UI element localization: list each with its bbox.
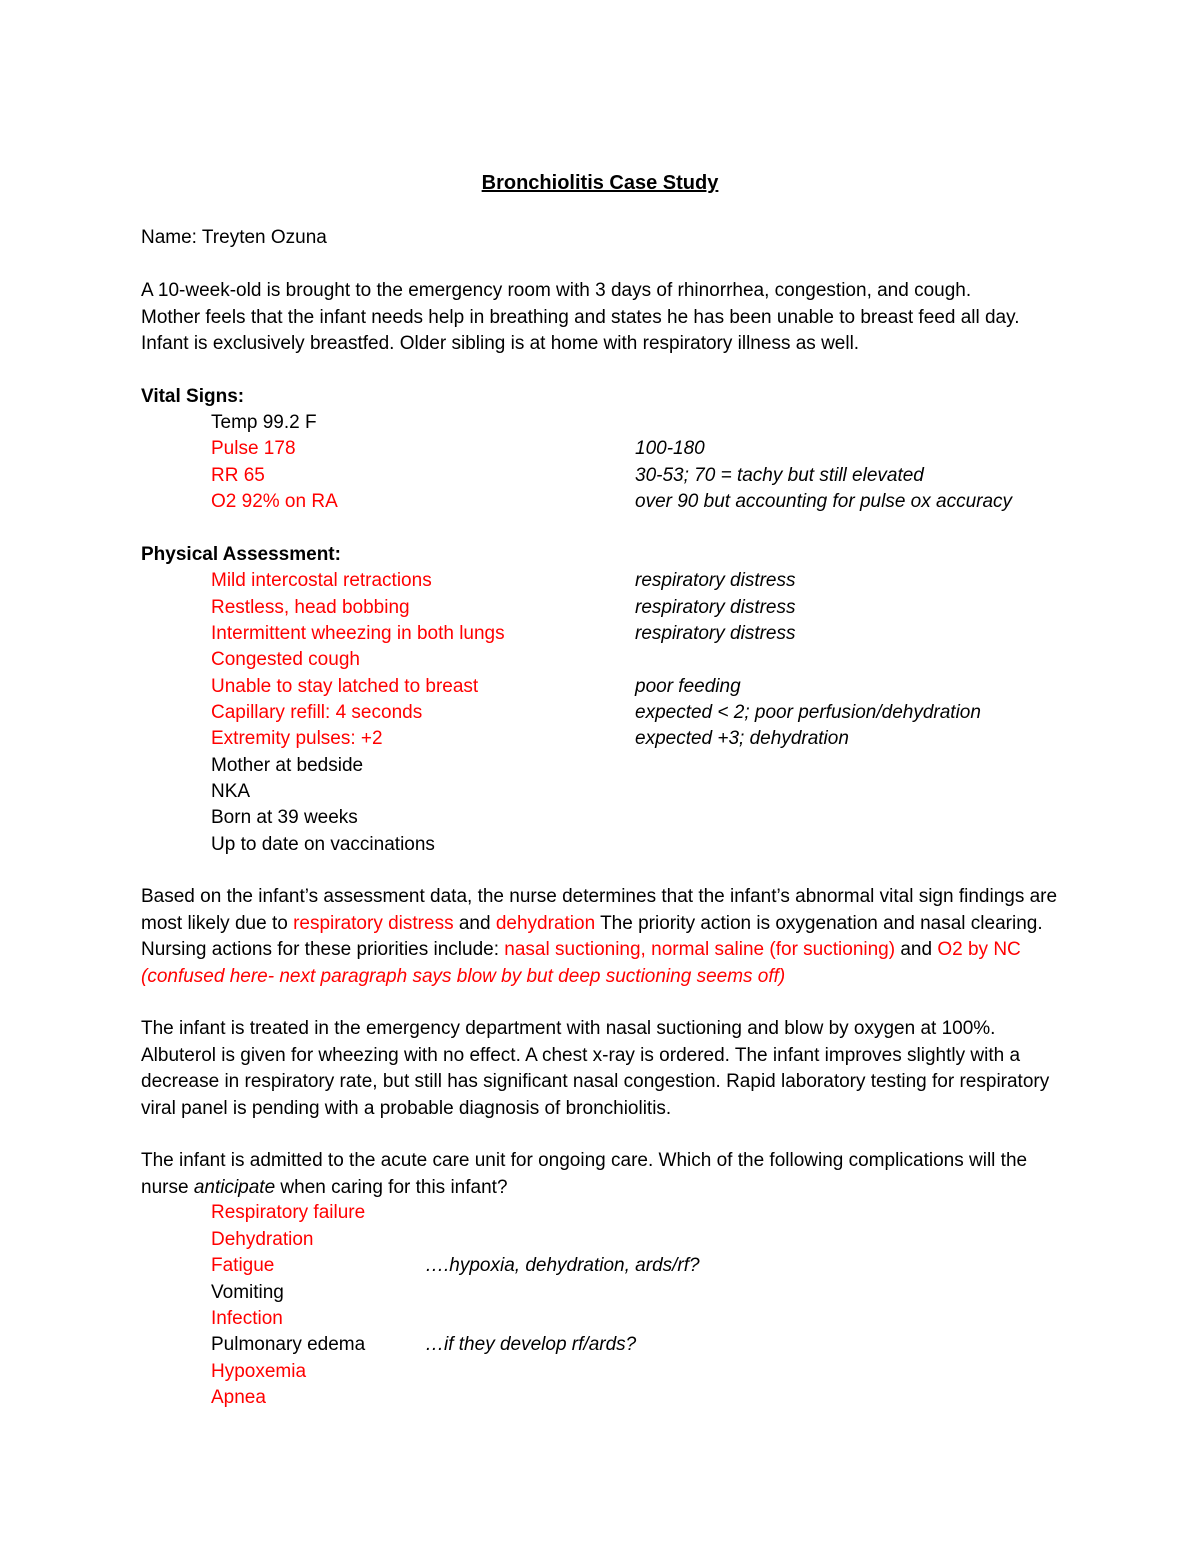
assessment-item: Capillary refill: 4 seconds	[211, 702, 423, 723]
vital-rr-note: 30-53; 70 = tachy but still elevated	[635, 465, 924, 486]
intro-line-3: Infant is exclusively breastfed. Older sibling is at home with respiratory illness as well.	[141, 333, 860, 354]
complication-item: Infection	[211, 1308, 283, 1329]
complication-item: Apnea	[211, 1387, 266, 1408]
assessment-item: Born at 39 weeks	[211, 807, 358, 828]
vital-rr: RR 65	[211, 465, 265, 486]
assessment-item: Extremity pulses: +2	[211, 728, 383, 749]
assessment-item: NKA	[211, 781, 251, 802]
assessment-item: Unable to stay latched to breast	[211, 676, 479, 697]
question-text: The infant is admitted to the acute care unit for ongoing care. Which of the following complications will the nurse	[141, 1150, 1028, 1198]
priority-text: and	[453, 912, 496, 934]
page-title: Bronchiolitis Case Study	[481, 172, 719, 194]
assessment-item: Intermittent wheezing in both lungs	[211, 623, 505, 644]
vital-pulse: Pulse 178	[211, 438, 296, 459]
complication-note: …if they develop rf/ards?	[425, 1334, 637, 1355]
assessment-note: expected +3; dehydration	[635, 728, 849, 749]
assessment-note: respiratory distress	[635, 623, 796, 644]
priority-paragraph	[141, 884, 1071, 990]
assessment-note: poor feeding	[635, 676, 741, 697]
assessment-item: Mother at bedside	[211, 755, 364, 776]
assessment-heading: Physical Assessment:	[141, 544, 341, 565]
assessment-item: Mild intercostal retractions	[211, 570, 432, 591]
question-paragraph	[141, 1148, 1071, 1201]
complication-note: ….hypoxia, dehydration, ards/rf?	[425, 1255, 700, 1276]
vital-signs-heading: Vital Signs:	[141, 386, 245, 407]
priority-answer: nasal suctioning,	[504, 939, 646, 960]
priority-comment: (confused here- next paragraph says blow by but deep suctioning seems off)	[141, 965, 786, 987]
vital-temp: Temp 99.2 F	[211, 412, 317, 433]
priority-answer: dehydration	[495, 912, 596, 934]
question-emphasis: anticipate	[193, 1176, 276, 1198]
priority-answer: O2 by NC	[937, 939, 1021, 960]
priority-text: Based on the infant’s assessment data, the nurse determines that the infant’s abnormal vital sign findings are most likely due to	[141, 886, 1058, 934]
vital-o2-note: over 90 but accounting for pulse ox accuracy	[635, 491, 1013, 512]
assessment-item: Restless, head bobbing	[211, 597, 410, 618]
vital-pulse-note: 100-180	[635, 438, 705, 459]
priority-answer: normal saline (for suctioning)	[651, 939, 896, 960]
student-name: Name: Treyten Ozuna	[141, 227, 327, 248]
assessment-item: Up to date on vaccinations	[211, 834, 435, 855]
intro-line-2: Mother feels that the infant needs help in breathing and states he has been unable to breast feed all day.	[141, 307, 1020, 328]
priority-text: and	[895, 939, 938, 960]
complication-item: Dehydration	[211, 1229, 314, 1250]
question-text: when caring for this infant?	[275, 1176, 508, 1198]
treatment-paragraph: The infant is treated in the emergency department with nasal suctioning and blow by oxygen at 100%. Albuterol is given for wheezing with no effect. A chest x-ray is ordered. The infant improves slightly with a decrease in respiratory rate, but still has significant nasal congestion. Rapid laboratory testing for respiratory viral panel is pending with a probable diagnosis of bronchiolitis.	[141, 1018, 1050, 1119]
complication-item: Respiratory failure	[211, 1202, 366, 1223]
complication-item: Vomiting	[211, 1282, 284, 1303]
priority-text: The priority action is oxygenation and nasal clearing. Nursing actions for these priorities include:	[141, 912, 1043, 960]
complication-item: Hypoxemia	[211, 1361, 307, 1382]
priority-answer: respiratory distress	[293, 912, 454, 934]
assessment-note: expected < 2; poor perfusion/dehydration	[635, 702, 981, 723]
complication-item: Fatigue	[211, 1255, 275, 1276]
assessment-note: respiratory distress	[635, 597, 796, 618]
vital-o2: O2 92% on RA	[211, 491, 338, 512]
complication-item: Pulmonary edema	[211, 1334, 366, 1355]
assessment-note: respiratory distress	[635, 570, 796, 591]
intro-line-1: A 10-week-old is brought to the emergency room with 3 days of rhinorrhea, congestion, and cough.	[141, 280, 972, 301]
assessment-item: Congested cough	[211, 649, 360, 670]
